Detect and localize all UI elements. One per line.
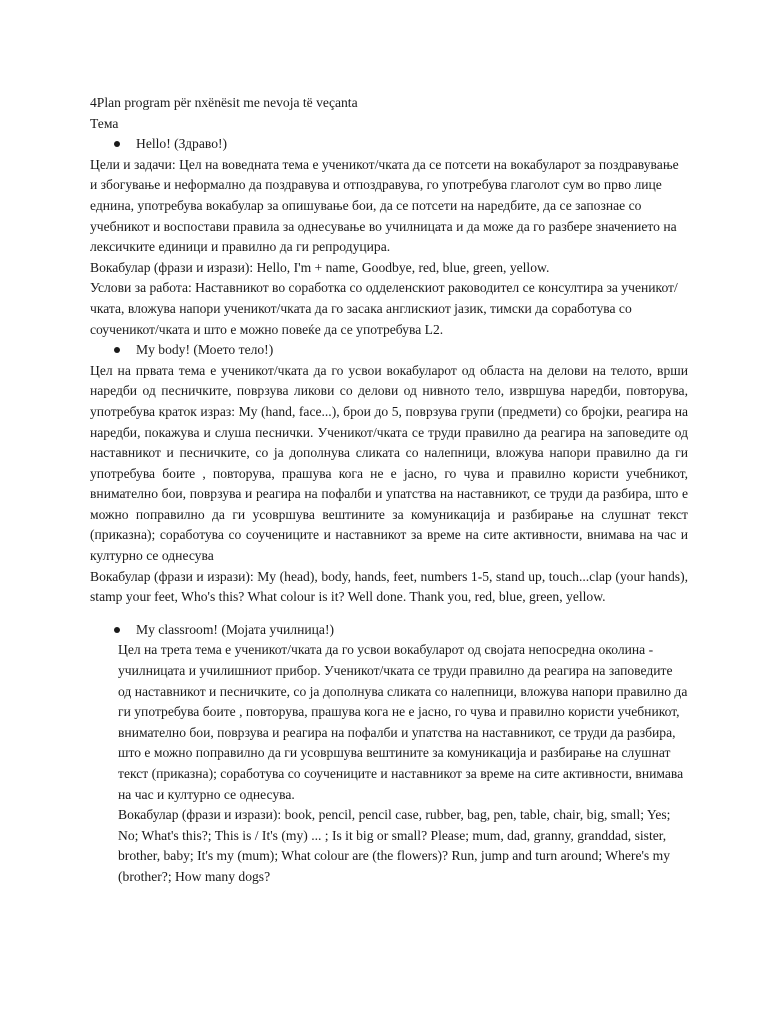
document-title: 4Plan program për nxënësit me nevoja të veçanta xyxy=(90,95,358,110)
section2-vocabulary: Вокабулар (фрази и изрази): My (head), body, hands, feet, numbers 1-5, stand up, touch...clap (your hands), stamp your feet, Who's this? What colour is it? Well done. Thank you, red, blue, green, yellow. xyxy=(90,568,688,605)
section2-goals: Цел на првата тема е ученикот/чката да го усвои вокабуларот од областа на делови на телото, врши наредби од песничките, поврзува ликови со делови од нивното тело, извршува наредби, повторува, употребува краток израз: My (hand, face...), брои до 5, поврзува групи (предмети) со бројки, реагира на наредби, покажува и слуша песнички. Ученикот/чката се труди правилно да реагира на заповедите од наставникот и песничките, со ја дополнува сликата со налепници, вложува напори правилно да ги употребува боите , повторува, прашува кога не е јасно, го чува и правилно користи учебникот, внимателно бои, поврзува и реагира на пофалби и упатства на наставникот, се труди да разбира, што е можно поправилно да ги усовршува вештините за комуникација и разбирање на слушнат текст (приказна); соработува со соучениците и наставникот за време на сите активности, внимава на час и културно се однесува xyxy=(90,362,688,564)
section3-goals: Цел на трета тема е ученикот/чката да го усвои вокабуларот од својата непосредна околина - училницата и училишниот прибор. Ученикот/чката се труди правилно да реагира на заповедите од наставникот и песничките, со ја дополнува сликата со налепници, вложува напори правилно да ги употребува боите , повторува, прашува кога не е јасно, го чува и правилно користи учебникот, внимателно бои, поврзува и реагира на пофалби и упатства на наставникот, се труди да разбира, што е можно поправилно да ги усовршува вештините за комуникација и разбирање на слушнат текст (приказна); соработува со соучениците и наставникот за време на сите активности, внимава на час и културно се однесува. xyxy=(118,642,688,802)
section-heading-text: Hello! (Здраво!) xyxy=(136,136,228,152)
bullet-icon xyxy=(114,347,120,353)
section-heading-my-classroom xyxy=(90,620,688,641)
section-heading-hello xyxy=(90,134,688,155)
section-heading-text: My classroom! (Мојата училница!) xyxy=(136,621,334,637)
section1-goals: Цели и задачи: Цел на воведната тема е ученикот/чката да се потсети на вокабуларот за поздравување и збогување и неформално да поздравува и отпоздравува, го употребува глаголот сум во прво лице еднина, употребува вокабулар за опишување бои, да се потсети на наредбите, да се запознае со учебникот и воспостави правила за однесување во училницата и да може да го разбере значението на лексичките единици и правилно да ги репродуцира. xyxy=(90,156,679,255)
section3-vocabulary: Вокабулар (фрази и изрази): book, pencil, pencil case, rubber, bag, pen, table, chair, big, small; Yes; No; What's this?; This is / It's (my) ... ; Is it big or small? Please; mum, dad, granny, granddad, sister, brother, baby; It's my (mum); What colour are (the flowers)? Run, jump and turn around; Where's my (brother?; How many dogs? xyxy=(118,807,671,884)
bullet-icon xyxy=(114,627,120,633)
section1-vocabulary: Вокабулар (фрази и изрази): Hello, I'm + name, Goodbye, red, blue, green, yellow. xyxy=(90,259,550,275)
section3-block xyxy=(90,640,688,887)
section-heading-text: My body! (Моето тело!) xyxy=(136,342,274,358)
bullet-icon xyxy=(114,141,120,147)
section-heading-my-body xyxy=(90,340,688,361)
section1-conditions: Услови за работа: Наставникот во соработка со одделенскиот раководител се консултира за ученикот/чката, вложува напори ученикот/чката да го засака англискиот јазик, тимски да соработува со соученикот/чката и што е можно повеќе да се употребува L2. xyxy=(90,280,678,337)
spacer xyxy=(90,608,688,620)
theme-label: Тема xyxy=(90,115,119,131)
